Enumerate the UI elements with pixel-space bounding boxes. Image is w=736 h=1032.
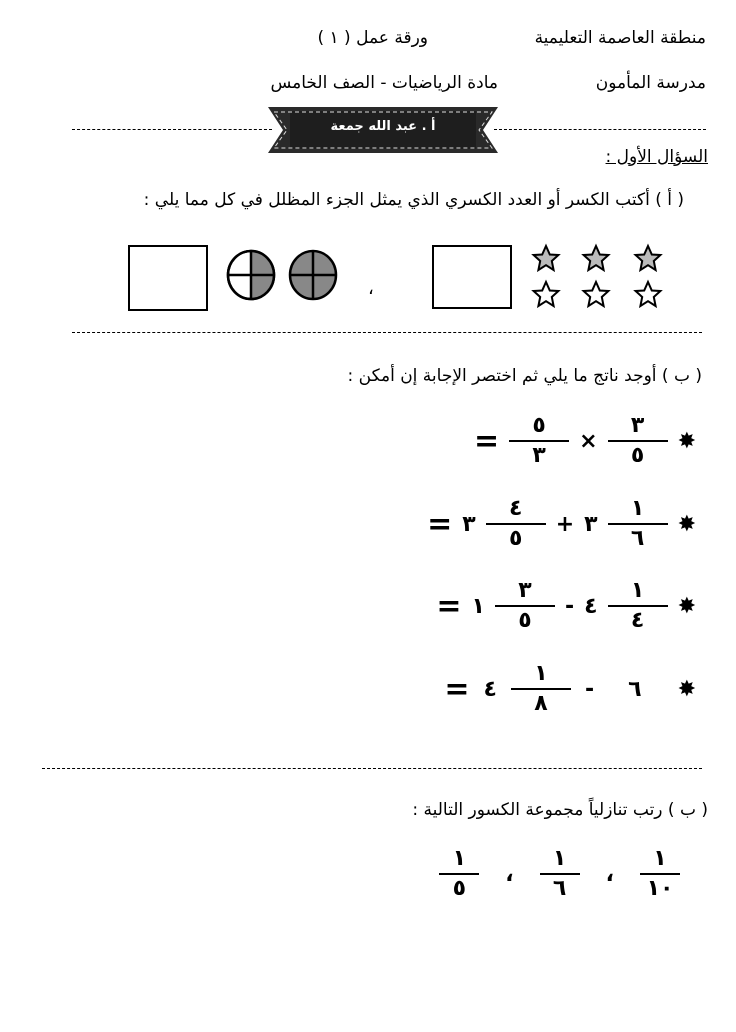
fraction: $\frac{١}{٤}$ — [608, 577, 668, 635]
teacher-name: أ . عبد الله جمعة — [330, 119, 436, 134]
equals-sign: = — [436, 588, 462, 624]
teacher-banner — [268, 107, 498, 153]
fraction: $\frac{١}{٨}$ — [511, 660, 571, 718]
equation-row — [427, 495, 696, 553]
separator: ، — [368, 278, 374, 299]
equals-sign: = — [444, 671, 470, 707]
whole-number: ٤ — [483, 676, 497, 702]
equals-sign: = — [427, 506, 453, 542]
whole-number: ٦ — [628, 676, 642, 702]
bullet-star-icon: ✸ — [677, 428, 696, 454]
stars-figure-icon — [526, 240, 666, 312]
operator: + — [555, 511, 575, 537]
circles-figure-icon — [224, 248, 344, 302]
worksheet-title: ورقة عمل ( ١ ) — [317, 28, 428, 48]
whole-number: ١ — [471, 593, 485, 619]
fraction: $\frac{١}{٦}$ — [608, 495, 668, 553]
fraction: $\frac{١}{٥}$ — [431, 845, 487, 903]
separator: ، — [505, 861, 514, 887]
answer-box[interactable] — [128, 245, 208, 311]
equals-sign: = — [473, 423, 500, 459]
fraction: $\frac{٤}{٥}$ — [486, 495, 546, 553]
equation-row — [436, 577, 696, 635]
bullet-star-icon: ✸ — [677, 593, 696, 619]
fraction: $\frac{١}{١٠}$ — [632, 845, 688, 903]
question-title: السؤال الأول : — [605, 147, 708, 167]
equation-row — [444, 660, 696, 718]
divider — [494, 129, 706, 130]
fraction: $\frac{٥}{٣}$ — [509, 412, 569, 470]
bullet-star-icon: ✸ — [677, 511, 696, 537]
part-c-instruction: ( ب ) رتب تنازلياً مجموعة الكسور التالية : — [412, 800, 708, 820]
part-a-instruction: ( أ ) أكتب الكسر أو العدد الكسري الذي يمثل الجزء المظلل في كل مما يلي : — [143, 190, 684, 210]
separator: ، — [605, 861, 614, 887]
operator: - — [584, 676, 595, 702]
part-b-instruction: ( ب ) أوجد ناتج ما يلي ثم اختصر الإجابة إن أمكن : — [347, 366, 702, 386]
operator: - — [564, 593, 575, 619]
fraction: $\frac{٣}{٥}$ — [495, 577, 555, 635]
whole-number: ٤ — [584, 593, 598, 619]
divider — [42, 768, 702, 769]
bullet-star-icon: ✸ — [677, 676, 696, 702]
region-label: منطقة العاصمة التعليمية — [534, 28, 706, 48]
whole-number: ٣ — [584, 511, 598, 537]
school-label: مدرسة المأمون — [595, 73, 706, 93]
divider — [72, 129, 272, 130]
fraction: $\frac{٣}{٥}$ — [608, 412, 668, 470]
operator: × — [579, 428, 598, 454]
equation-row — [474, 412, 696, 470]
fractions-list — [431, 845, 688, 903]
fraction: $\frac{١}{٦}$ — [532, 845, 588, 903]
divider — [72, 332, 702, 333]
whole-number: ٣ — [462, 511, 476, 537]
answer-box[interactable] — [432, 245, 512, 309]
subject-label: مادة الرياضيات - الصف الخامس — [270, 73, 498, 93]
